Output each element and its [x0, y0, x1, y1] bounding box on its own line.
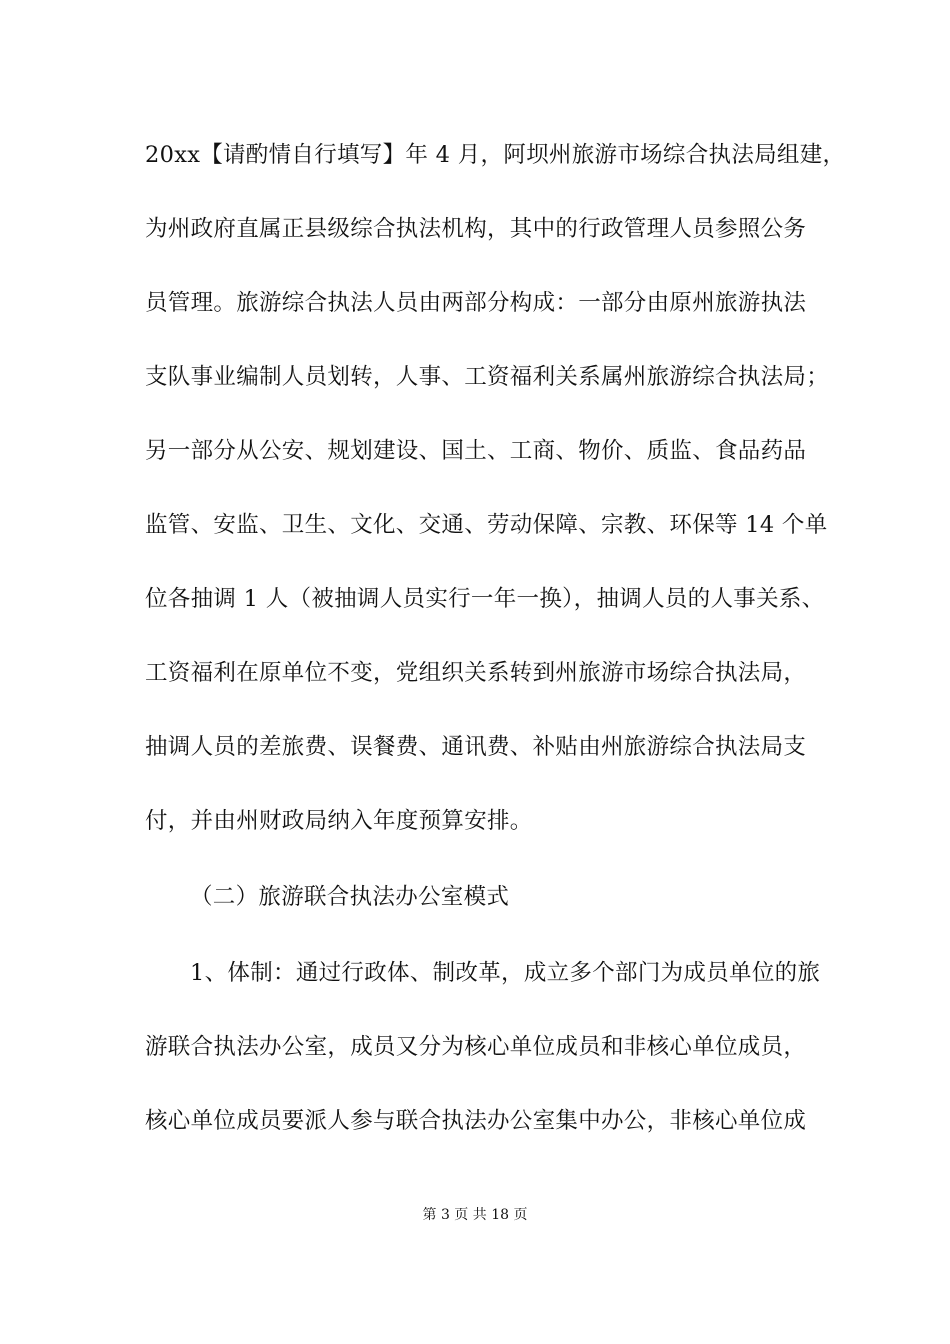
paragraph-line: 游联合执法办公室，成员又分为核心单位成员和非核心单位成员，	[145, 1034, 807, 1060]
paragraph-line: 抽调人员的差旅费、误餐费、通讯费、补贴由州旅游综合执法局支	[145, 734, 807, 760]
paragraph-line: 核心单位成员要派人参与联合执法办公室集中办公，非核心单位成	[145, 1108, 807, 1134]
paragraph-line: 员管理。旅游综合执法人员由两部分构成：一部分由原州旅游执法	[145, 290, 807, 316]
paragraph-line: 位各抽调 1 人（被抽调人员实行一年一换），抽调人员的人事关系、	[145, 586, 825, 612]
paragraph-line: 付，并由州财政局纳入年度预算安排。	[145, 808, 533, 834]
paragraph-line: 工资福利在原单位不变，党组织关系转到州旅游市场综合执法局，	[145, 660, 807, 686]
paragraph-line: 1、体制：通过行政体、制改革，成立多个部门为成员单位的旅	[190, 960, 821, 986]
page-number: 第 3 页 共 18 页	[422, 1207, 528, 1223]
paragraph-line: 支队事业编制人员划转，人事、工资福利关系属州旅游综合执法局；	[145, 364, 830, 390]
section-heading: （二）旅游联合执法办公室模式	[190, 884, 510, 910]
paragraph-line: 监管、安监、卫生、文化、交通、劳动保障、宗教、环保等 14 个单	[145, 512, 828, 538]
paragraph-line: 20xx【请酌情自行填写】年 4 月，阿坝州旅游市场综合执法局组建，	[145, 142, 846, 168]
paragraph-line: 另一部分从公安、规划建设、国土、工商、物价、质监、食品药品	[145, 438, 807, 464]
paragraph-line: 为州政府直属正县级综合执法机构，其中的行政管理人员参照公务	[145, 216, 807, 242]
